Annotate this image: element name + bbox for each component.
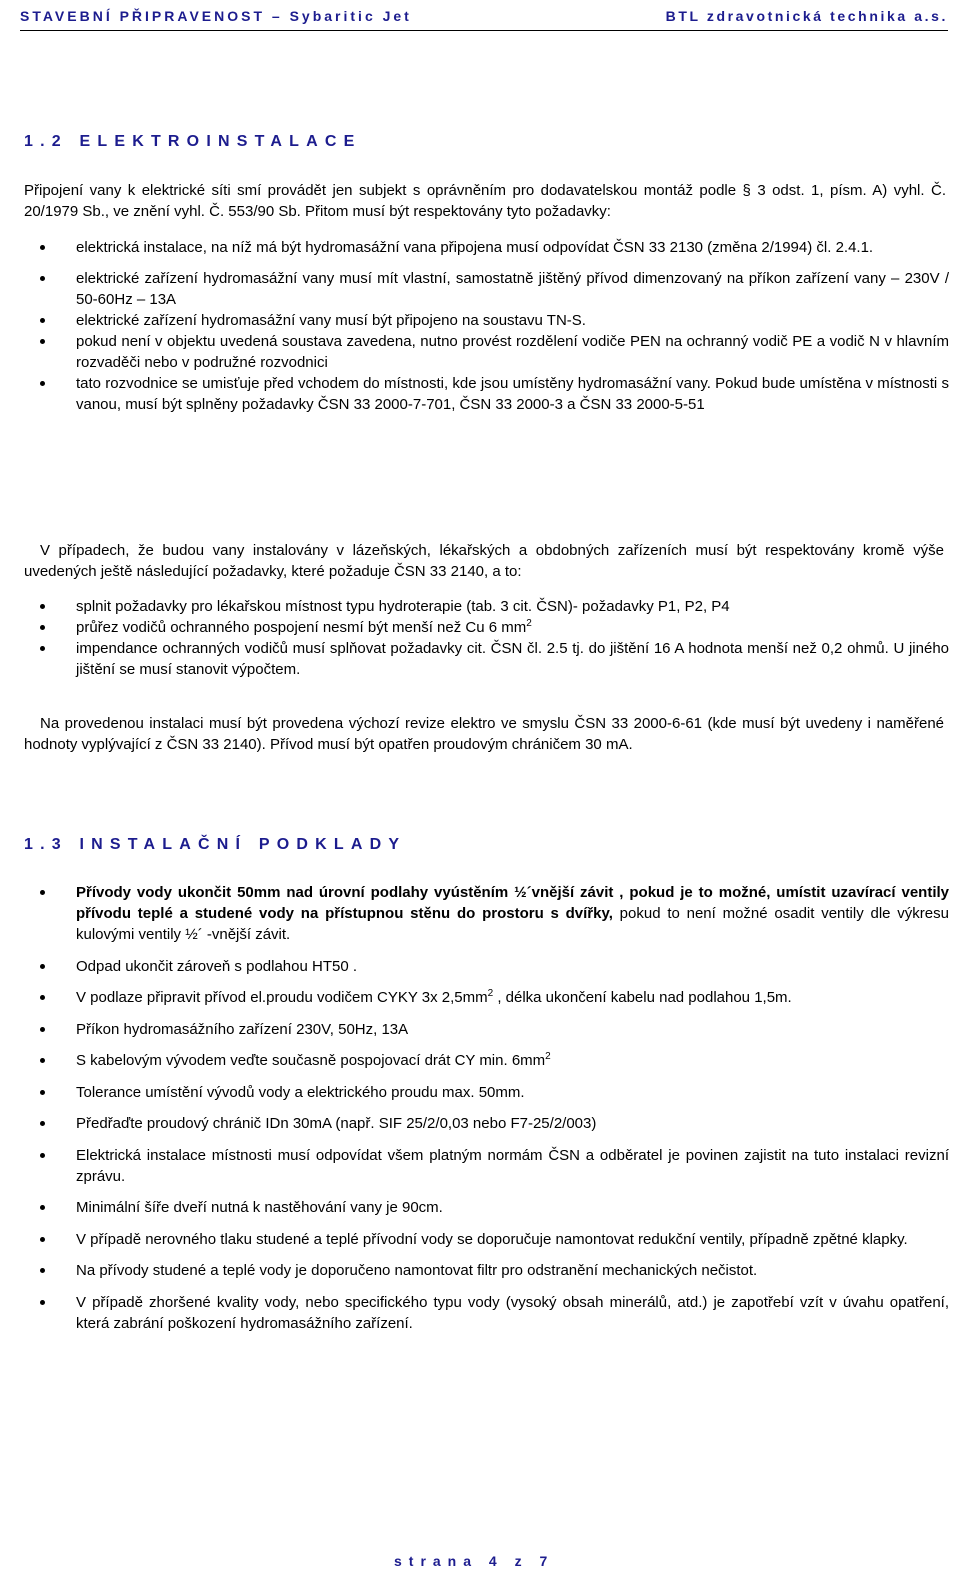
list-item (24, 956, 949, 977)
list-item: elektrická instalace, na níž má být hydromasážní vana připojena musí odpovídat ČSN 33 2130 (změna 2/1994) čl. 2.4.1. (24, 237, 949, 258)
installation-requirements-list (24, 882, 949, 1344)
list-item-text: Odpad ukončit zároveň s podlahou HT50 . (76, 957, 358, 975)
list-item (24, 1197, 949, 1218)
list-item-text: Na přívody studené a teplé vody je doporučeno namontovat filtr pro odstranění mechanických nečistot. (76, 1262, 758, 1279)
list-item-bold-text: Přívody vody ukončit 50mm nad úrovní podlahy vyústěním ½´vnější závit , pokud je to možné, umístit uzavírací ventily přívodu teplé a studené vody na přístupnou stěnu do prostoru s dvířky, (76, 884, 949, 922)
list-item-text: pokud to není možné osadit ventily dle výkresu kulovými ventily ½´ -vnější závit. (76, 905, 949, 943)
list-item-text: Příkon hydromasážního zařízení 230V, 50Hz, 13A (76, 1020, 409, 1038)
list-item-text: S kabelovým vývodem veďte současně pospojovací drát CY min. 6mm (76, 1052, 546, 1069)
list-item (24, 1260, 949, 1281)
list-item (24, 596, 949, 617)
list-item (24, 638, 949, 680)
superscript: 2 (526, 618, 532, 629)
list-item (24, 617, 949, 638)
list-item: elektrické zařízení hydromasážní vany musí mít vlastní, samostatně jištěný přívod dimenzovaný na příkon zařízení vany – 230V / 50-60Hz – 13A (24, 268, 949, 310)
header-document-title: STAVEBNÍ PŘIPRAVENOST – Sybaritic Jet (20, 8, 412, 24)
electrical-requirements-list (24, 237, 949, 415)
list-item-text: Minimální šíře dveří nutná k nastěhování vany je 90cm. (76, 1199, 443, 1216)
list-item: tato rozvodnice se umisťuje před vchodem do místnosti, kde jsou umístěny hydromasážní vany. Pokud bude umístěna v místnosti s vanou, musí být splněny požadavky ČSN 33 2000-7-701, ČSN 33 2000-3 a ČSN 33 2000-5-51 (24, 373, 949, 415)
page-number: strana 4 z 7 (394, 1553, 555, 1569)
list-item (24, 882, 949, 945)
list-item-text: Tolerance umístění vývodů vody a elektrického proudu max. 50mm. (76, 1083, 525, 1101)
revision-paragraph: Na provedenou instalaci musí být provedena výchozí revize elektro ve smyslu ČSN 33 2000-6-61 (kde musí být uvedeny i naměřené hodnoty vyplývající z ČSN 33 2140). Přívod musí být opatřen proudovým chráničem 30 mA. (24, 715, 944, 753)
list-item (24, 1082, 949, 1103)
list-item (24, 1229, 949, 1250)
list-item (24, 1145, 949, 1187)
list-item (24, 1113, 949, 1134)
list-item-text: V případě zhoršené kvality vody, nebo specifického typu vody (vysoký obsah minerálů, atd.) je zapotřebí vzít v úvahu opatření, která zabrání poškození hydromasážního zařízení. (76, 1293, 949, 1332)
list-item-text: impendance ochranných vodičů musí splňovat požadavky cit. ČSN čl. 2.5 tj. do jištění 16 A hodnota menší než 0,2 ohmů. U jiného jištění se musí stanovit výpočtem. (76, 640, 949, 678)
list-item (24, 1050, 949, 1071)
list-item (24, 1292, 949, 1334)
page-header (20, 4, 948, 31)
list-item-text: V podlaze připravit přívod el.proudu vodičem CYKY 3x 2,5mm (76, 989, 488, 1006)
list-item-text: Předřaďte proudový chránič IDn 30mA (např. SIF 25/2/0,03 nebo F7-25/2/003) (76, 1115, 597, 1132)
section-title-electrical: 1.2 ELEKTROINSTALACE (24, 133, 362, 150)
spa-requirements-intro: V případech, že budou vany instalovány v lázeňských, lékařských a obdobných zařízeních musí být respektovány kromě výše uvedených ještě následující požadavky, které požaduje ČSN 33 2140, a to: (24, 542, 944, 580)
list-item (24, 1019, 949, 1040)
superscript: 2 (545, 1051, 551, 1062)
list-item: elektrické zařízení hydromasážní vany musí být připojeno na soustavu TN-S. (24, 310, 949, 331)
list-item-text: , délka ukončení kabelu nad podlahou 1,5m. (493, 989, 792, 1006)
list-item-text: Elektrická instalace místnosti musí odpovídat všem platným normám ČSN a odběratel je povinen zajistit na tuto instalaci revizní zprávu. (76, 1146, 949, 1185)
spa-requirements-list (24, 596, 949, 680)
list-item-text: průřez vodičů ochranného pospojení nesmí být menší než Cu 6 mm (76, 619, 527, 636)
list-item: pokud není v objektu uvedená soustava zavedena, nutno provést rozdělení vodiče PEN na ochranný vodič PE a vodič N v hlavním rozvaděči nebo v podružné rozvodnici (24, 331, 949, 373)
list-item-text: V případě nerovného tlaku studené a teplé přívodní vody se doporučuje namontovat redukční ventily, případně zpětné klapky. (76, 1230, 908, 1248)
section-title-installation: 1.3 INSTALAČNÍ PODKLADY (24, 836, 407, 853)
list-item (24, 987, 949, 1008)
header-company-name: BTL zdravotnická technika a.s. (665, 8, 948, 24)
list-item-text: splnit požadavky pro lékařskou místnost typu hydroterapie (tab. 3 cit. ČSN)- požadavky P1, P2, P4 (76, 598, 730, 615)
superscript: 2 (487, 988, 494, 999)
electrical-intro-paragraph: Připojení vany k elektrické síti smí provádět jen subjekt s oprávněním pro dodavatelskou montáž podle § 3 odst. 1, písm. A) vyhl. Č. 20/1979 Sb., ve znění vyhl. Č. 553/90 Sb. Přitom musí být respektovány tyto požadavky: (24, 182, 946, 220)
